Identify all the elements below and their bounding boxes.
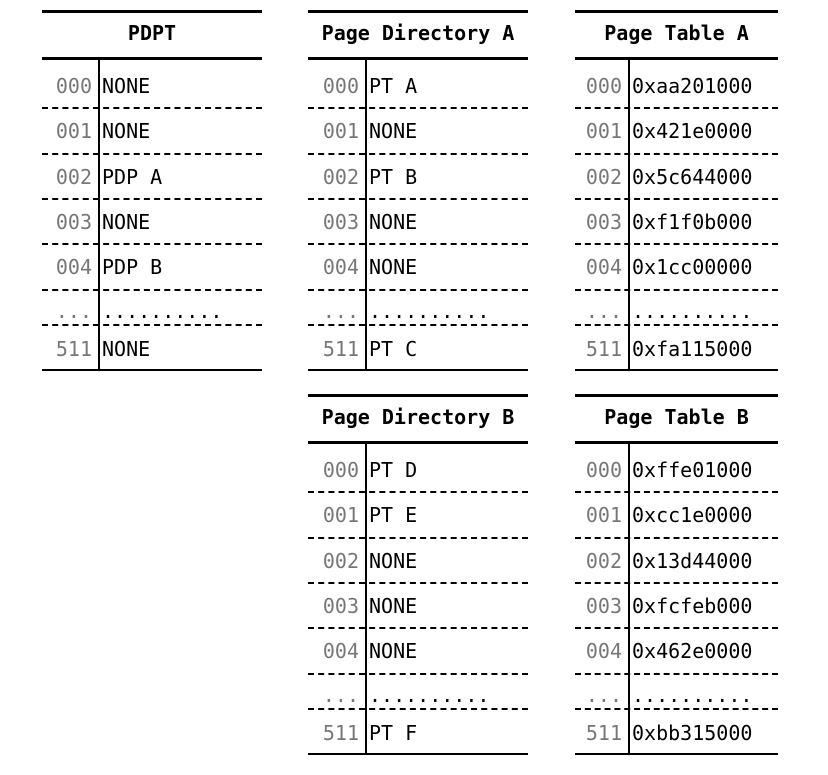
entry-value: NONE [369,549,418,573]
table-row [308,596,528,616]
table-row [575,460,778,480]
entry-value: 0xcc1e0000 [632,503,753,527]
entry-value: .......... [369,299,490,323]
entry-index: 001 [55,119,92,143]
entry-value: NONE [369,119,418,143]
table-bottom-rule [308,369,528,371]
row-separator [42,243,262,245]
row-separator [308,198,528,200]
entry-index: 003 [322,594,359,618]
entry-value: NONE [102,74,151,98]
row-separator [308,627,528,629]
entry-index: 000 [585,458,622,482]
table-bottom-rule [42,369,262,371]
row-separator [308,243,528,245]
entry-index: 511 [55,337,92,361]
row-separator [42,198,262,200]
table-header-rule [575,57,778,60]
table-row [575,257,778,277]
table-row [42,257,262,277]
entry-index: 003 [585,594,622,618]
row-separator [308,537,528,539]
entry-index: 001 [322,503,359,527]
row-separator [575,537,778,539]
row-separator [575,491,778,493]
table-row [42,76,262,96]
entry-index: 511 [322,337,359,361]
page-directory-b-table [308,394,528,755]
table-title: Page Table B [604,405,749,429]
table-row [308,505,528,525]
table-row [575,121,778,141]
table-row [308,685,528,705]
table-title: Page Directory A [321,21,515,45]
entry-index: 002 [322,165,359,189]
row-separator [575,198,778,200]
table-title: Page Table A [604,21,749,45]
table-row [308,460,528,480]
entry-value: PT D [369,458,418,482]
table-row [575,641,778,661]
table-row [575,301,778,321]
entry-value: 0xffe01000 [632,458,753,482]
entry-index: 001 [585,503,622,527]
entry-index: 004 [322,255,359,279]
row-separator [575,289,778,291]
table-row [575,551,778,571]
entry-value: NONE [102,210,151,234]
entry-index: ... [55,299,92,323]
entry-value: NONE [369,639,418,663]
table-row [308,167,528,187]
row-separator [575,673,778,675]
row-separator [575,153,778,155]
entry-value: 0x13d44000 [632,549,753,573]
table-row [308,551,528,571]
entry-value: 0xfcfeb000 [632,594,753,618]
table-row [575,505,778,525]
entry-value: 0x462e0000 [632,639,753,663]
entry-value: .......... [369,683,490,707]
entry-value: 0xfa115000 [632,337,753,361]
entry-value: PT B [369,165,418,189]
entry-value: NONE [102,337,151,361]
table-header-rule [575,441,778,444]
entry-value: PT A [369,74,418,98]
table-row [575,212,778,232]
entry-index: 004 [585,639,622,663]
row-separator [575,708,778,710]
entry-index: ... [322,299,359,323]
entry-index: ... [585,683,622,707]
entry-value: NONE [369,210,418,234]
table-row [308,212,528,232]
table-row [575,685,778,705]
entry-value: NONE [369,594,418,618]
pdpt-table [42,10,262,371]
table-header-rule [42,57,262,60]
entry-value: 0x5c644000 [632,165,753,189]
entry-index: 002 [55,165,92,189]
entry-value: 0xf1f0b000 [632,210,753,234]
table-title: Page Directory B [321,405,515,429]
row-separator [575,107,778,109]
entry-value: .......... [632,299,753,323]
row-separator [308,491,528,493]
table-row [308,301,528,321]
table-row [308,339,528,359]
table-row [42,167,262,187]
table-bottom-rule [575,753,778,755]
entry-index: 000 [55,74,92,98]
entry-index: 002 [585,549,622,573]
table-row [308,76,528,96]
table-row [308,641,528,661]
entry-value: NONE [369,255,418,279]
entry-index: 003 [55,210,92,234]
table-bottom-rule [308,753,528,755]
row-separator [42,289,262,291]
entry-index: 000 [322,458,359,482]
entry-value: PT C [369,337,418,361]
table-row [575,723,778,743]
page-table-a-table [575,10,778,371]
row-separator [308,324,528,326]
page-table-b-table [575,394,778,755]
entry-value: .......... [102,299,223,323]
entry-value: PT E [369,503,418,527]
table-row [42,301,262,321]
entry-index: 511 [585,337,622,361]
page-directory-a-table [308,10,528,371]
entry-index: 511 [322,721,359,745]
entry-value: .......... [632,683,753,707]
entry-index: 000 [322,74,359,98]
entry-index: 001 [585,119,622,143]
table-row [308,723,528,743]
table-row [575,339,778,359]
table-row [575,596,778,616]
entry-index: 003 [322,210,359,234]
entry-value: 0xbb315000 [632,721,753,745]
entry-value: PDP A [102,165,163,189]
row-separator [308,289,528,291]
row-separator [42,324,262,326]
entry-value: PT F [369,721,418,745]
table-row [308,121,528,141]
entry-index: 004 [585,255,622,279]
entry-index: 004 [322,639,359,663]
table-row [42,339,262,359]
row-separator [42,107,262,109]
entry-index: 004 [55,255,92,279]
entry-index: 511 [585,721,622,745]
entry-index: ... [322,683,359,707]
entry-value: 0x421e0000 [632,119,753,143]
entry-index: ... [585,299,622,323]
table-row [42,212,262,232]
entry-index: 000 [585,74,622,98]
table-row [575,76,778,96]
row-separator [308,708,528,710]
entry-index: 001 [322,119,359,143]
row-separator [308,673,528,675]
table-header-rule [308,57,528,60]
entry-index: 002 [322,549,359,573]
row-separator [308,582,528,584]
row-separator [308,107,528,109]
table-row [575,167,778,187]
entry-value: PDP B [102,255,163,279]
row-separator [575,243,778,245]
row-separator [575,324,778,326]
table-title: PDPT [127,21,177,45]
row-separator [42,153,262,155]
row-separator [575,582,778,584]
entry-value: 0xaa201000 [632,74,753,98]
table-row [308,257,528,277]
row-separator [575,627,778,629]
table-row [42,121,262,141]
entry-index: 002 [585,165,622,189]
row-separator [308,153,528,155]
entry-value: NONE [102,119,151,143]
table-bottom-rule [575,369,778,371]
table-header-rule [308,441,528,444]
entry-value: 0x1cc00000 [632,255,753,279]
entry-index: 003 [585,210,622,234]
